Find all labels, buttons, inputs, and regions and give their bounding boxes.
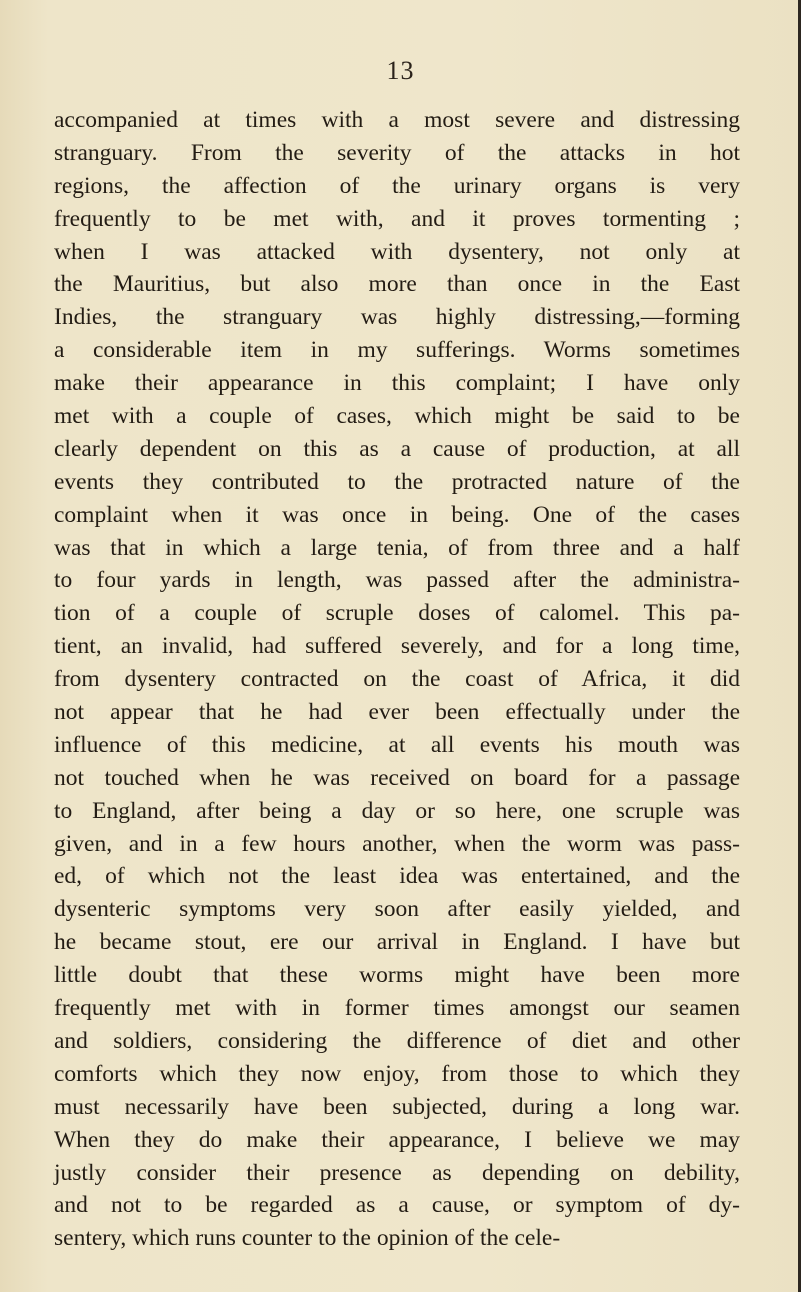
text-line: frequently met with in former times amongst our seamen: [54, 995, 740, 1022]
page-number: 13: [386, 56, 415, 85]
text-line: little doubt that these worms might have been more: [54, 962, 740, 989]
text-line: justly consider their presence as depending on debility,: [54, 1159, 740, 1186]
text-line: Indies, the stranguary was highly distressing,—forming: [54, 304, 740, 331]
text-line: and not to be regarded as a cause, or symptom of dy-: [54, 1192, 740, 1219]
text-line: events they contributed to the protracted nature of the: [54, 468, 740, 495]
text-line: frequently to be met with, and it proves tormenting ;: [54, 205, 740, 232]
text-line: accompanied at times with a most severe and distressing: [54, 107, 740, 133]
text-line: given, and in a few hours another, when the worm was pass-: [54, 830, 740, 857]
text-line: the Mauritius, but also more than once in the East: [54, 271, 740, 298]
text-line: sentery, which runs counter to the opinion of the cele-: [54, 1225, 561, 1252]
text-line: dysenteric symptoms very soon after easily yielded, and: [54, 896, 740, 923]
text-line: to England, after being a day or so here, one scruple was: [54, 797, 740, 824]
text-line: from dysentery contracted on the coast of Africa, it did: [54, 666, 740, 693]
text-line: a considerable item in my sufferings. Worms sometimes: [54, 337, 740, 364]
text-line: comforts which they now enjoy, from those to which they: [54, 1060, 740, 1087]
text-line: not appear that he had ever been effectually under the: [54, 699, 740, 726]
text-line: not touched when he was received on board for a passage: [54, 764, 740, 791]
text-line: clearly dependent on this as a cause of production, at all: [54, 435, 740, 462]
text-line: regions, the affection of the urinary organs is very: [54, 172, 740, 199]
text-line: and soldiers, considering the difference of diet and other: [54, 1027, 740, 1054]
text-line: stranguary. From the severity of the attacks in hot: [54, 139, 740, 166]
text-line: make their appearance in this complaint; I have only: [54, 370, 740, 397]
body-text: [54, 104, 740, 1255]
text-line: must necessarily have been subjected, during a long war.: [54, 1093, 740, 1120]
text-line: tient, an invalid, had suffered severely, and for a long time,: [54, 633, 740, 660]
text-line: to four yards in length, was passed after the administra-: [54, 567, 740, 594]
text-line: When they do make their appearance, I believe we may: [54, 1126, 740, 1153]
text-line: when I was attacked with dysentery, not only at: [54, 238, 740, 265]
text-line: influence of this medicine, at all events his mouth was: [54, 731, 740, 758]
text-line: was that in which a large tenia, of from three and a half: [54, 534, 740, 561]
text-line: ed, of which not the least idea was entertained, and the: [54, 863, 740, 890]
text-line: complaint when it was once in being. One of the cases: [54, 501, 740, 528]
text-line: he became stout, ere our arrival in England. I have but: [54, 929, 740, 956]
text-line: tion of a couple of scruple doses of calomel. This pa-: [54, 600, 740, 627]
text-line: met with a couple of cases, which might be said to be: [54, 403, 740, 430]
